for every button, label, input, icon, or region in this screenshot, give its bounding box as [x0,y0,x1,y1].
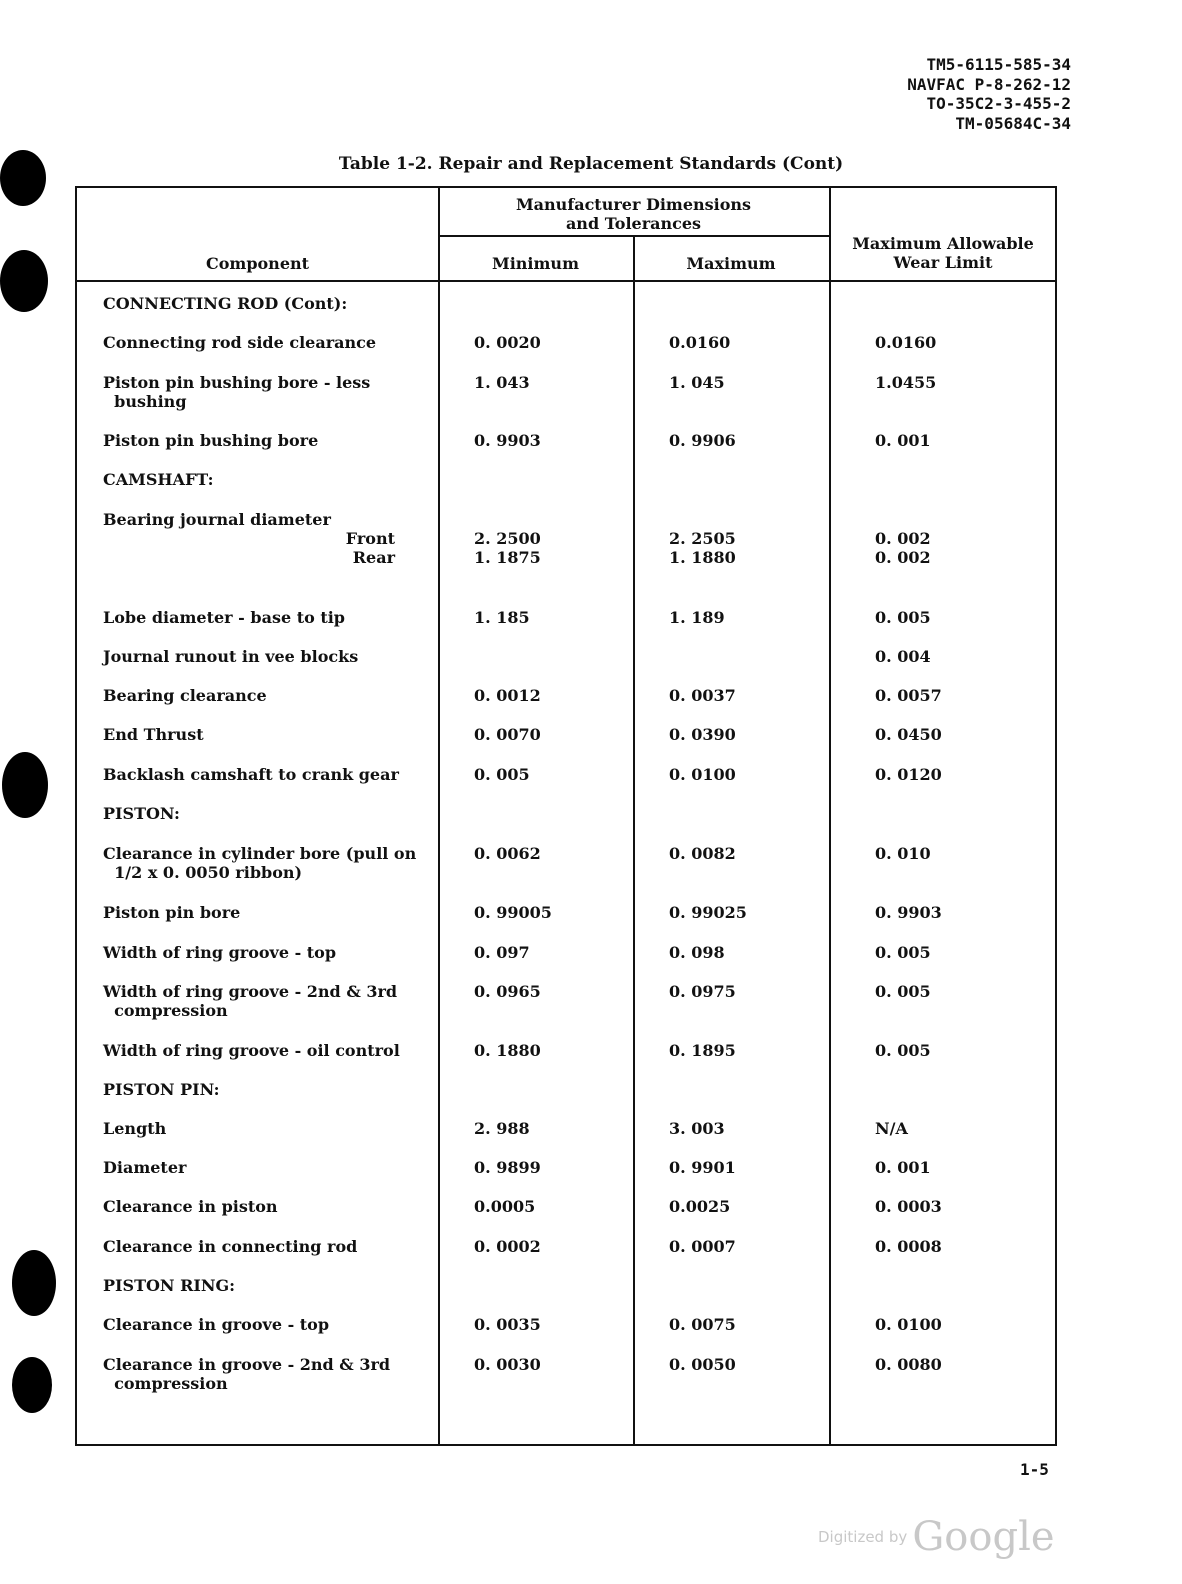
wear-cell: 0. 001 [875,431,931,450]
component-cell: Length [103,1119,167,1138]
max-cell: 0. 0390 [669,725,736,744]
document-codes [907,55,1071,133]
wear-cell: N/A [875,1119,908,1138]
component-cell: Connecting rod side clearance [103,333,377,352]
header-minimum: Minimum [492,254,579,273]
watermark-prefix: Digitized by [818,1528,908,1546]
sub-label: Rear [352,548,395,567]
header-rule [77,280,1055,282]
header-wear-limit: Maximum Allowable Wear Limit [852,234,1034,272]
wear-cell: 0. 0057 [875,686,942,705]
binder-hole [0,250,48,312]
wear-cell: 0. 004 [875,647,931,666]
binder-hole [12,1357,52,1413]
component-cell: Clearance in groove - top [103,1315,330,1334]
max-cell: 0. 0082 [669,844,736,863]
doc-code: TO-35C2-3-455-2 [926,94,1071,113]
max-cell: 0. 0100 [669,765,736,784]
wear-cell: 0. 0100 [875,1315,942,1334]
component-cell: PISTON: [103,804,180,823]
component-cell: Piston pin bushing bore - less bushing [103,373,371,411]
component-cell: End Thrust [103,725,204,744]
binder-hole [12,1250,56,1316]
wear-cell: 0. 0450 [875,725,942,744]
component-cell: Width of ring groove - top [103,943,337,962]
min-cell: 2. 988 [474,1119,530,1138]
component-cell: Journal runout in vee blocks [103,647,359,666]
max-cell: 0. 0037 [669,686,736,705]
page-number: 1-5 [1020,1460,1049,1479]
max-cell: 0. 9901 [669,1158,736,1177]
component-cell: Lobe diameter - base to tip [103,608,345,627]
component-cell: Bearing clearance [103,686,267,705]
max-cell: 0.0160 [669,333,731,352]
min-cell: 0. 0012 [474,686,541,705]
component-cell: PISTON PIN: [103,1080,220,1099]
wear-cell: 0. 0008 [875,1237,942,1256]
min-cell: 0. 0965 [474,982,541,1001]
min-cell: 1. 043 [474,373,530,392]
component-cell: Clearance in cylinder bore (pull on 1/2 x 0. 0050 ribbon) [103,844,417,882]
header-manufacturer-group: Manufacturer Dimensions and Tolerances [515,195,752,233]
component-cell: PISTON RING: [103,1276,236,1295]
sub-label: Front [345,529,395,548]
column-divider [829,188,831,1444]
min-cell: 0. 0030 [474,1355,541,1374]
binder-hole [2,752,48,818]
wear-cell: 0. 010 [875,844,931,863]
component-cell: Backlash camshaft to crank gear [103,765,399,784]
min-cell: 0. 1880 [474,1041,541,1060]
table-title: Table 1-2. Repair and Replacement Standards (Cont) [338,154,844,174]
component-cell: Piston pin bushing bore [103,431,319,450]
max-cell: 3. 003 [669,1119,725,1138]
doc-code: TM5-6115-585-34 [926,55,1071,74]
max-cell: 1. 045 [669,373,725,392]
wear-cell: 0. 0120 [875,765,942,784]
wear-cell: 0. 001 [875,1158,931,1177]
wear-cell: 1.0455 [875,373,937,392]
max-cell: 0. 098 [669,943,725,962]
max-cell: 0. 9906 [669,431,736,450]
column-divider [633,235,635,1444]
component-cell: Diameter [103,1158,187,1177]
max-cell: 0. 0975 [669,982,736,1001]
watermark-brand: Google [912,1514,1055,1560]
max-cell: 0. 99025 [669,903,747,922]
min-cell: 0. 9903 [474,431,541,450]
min-cell: 0. 99005 [474,903,552,922]
max-cell: 0. 0075 [669,1315,736,1334]
min-cell: 1. 185 [474,608,530,627]
header-maximum: Maximum [686,254,776,273]
min-cell: 0. 0070 [474,725,541,744]
max-cell: 2. 2505 1. 1880 [669,529,736,567]
max-cell: 0. 0007 [669,1237,736,1256]
max-cell: 0.0025 [669,1197,731,1216]
min-cell: 2. 2500 1. 1875 [474,529,541,567]
standards-table [75,186,1057,1446]
component-cell: CONNECTING ROD (Cont): [103,294,348,313]
watermark [818,1514,1055,1560]
component-cell: Width of ring groove - oil control [103,1041,400,1060]
min-cell: 0. 0035 [474,1315,541,1334]
min-cell: 0. 005 [474,765,530,784]
wear-cell: 0. 005 [875,608,931,627]
min-cell: 0. 0062 [474,844,541,863]
doc-code: TM-05684C-34 [955,113,1071,133]
min-cell: 0.0005 [474,1197,536,1216]
min-cell: 0. 0002 [474,1237,541,1256]
component-cell: Clearance in groove - 2nd & 3rd compression [103,1355,391,1393]
wear-cell: 0. 002 0. 002 [875,529,931,567]
min-cell: 0. 0020 [474,333,541,352]
header-divider [438,235,829,237]
wear-cell: 0. 0080 [875,1355,942,1374]
column-divider [438,188,440,1444]
component-cell: Clearance in piston [103,1197,278,1216]
min-cell: 0. 097 [474,943,530,962]
component-cell: CAMSHAFT: [103,470,214,489]
wear-cell: 0.0160 [875,333,937,352]
component-cell: Clearance in connecting rod [103,1237,358,1256]
wear-cell: 0. 005 [875,943,931,962]
wear-cell: 0. 005 [875,1041,931,1060]
min-cell: 0. 9899 [474,1158,541,1177]
max-cell: 1. 189 [669,608,725,627]
max-cell: 0. 1895 [669,1041,736,1060]
header-component: Component [205,254,310,273]
component-cell: Bearing journal diameter [103,510,331,529]
component-cell: Piston pin bore [103,903,241,922]
wear-cell: 0. 005 [875,982,931,1001]
wear-cell: 0. 9903 [875,903,942,922]
doc-code: NAVFAC P-8-262-12 [907,74,1071,94]
wear-cell: 0. 0003 [875,1197,942,1216]
component-cell: Width of ring groove - 2nd & 3rd compression [103,982,398,1020]
max-cell: 0. 0050 [669,1355,736,1374]
